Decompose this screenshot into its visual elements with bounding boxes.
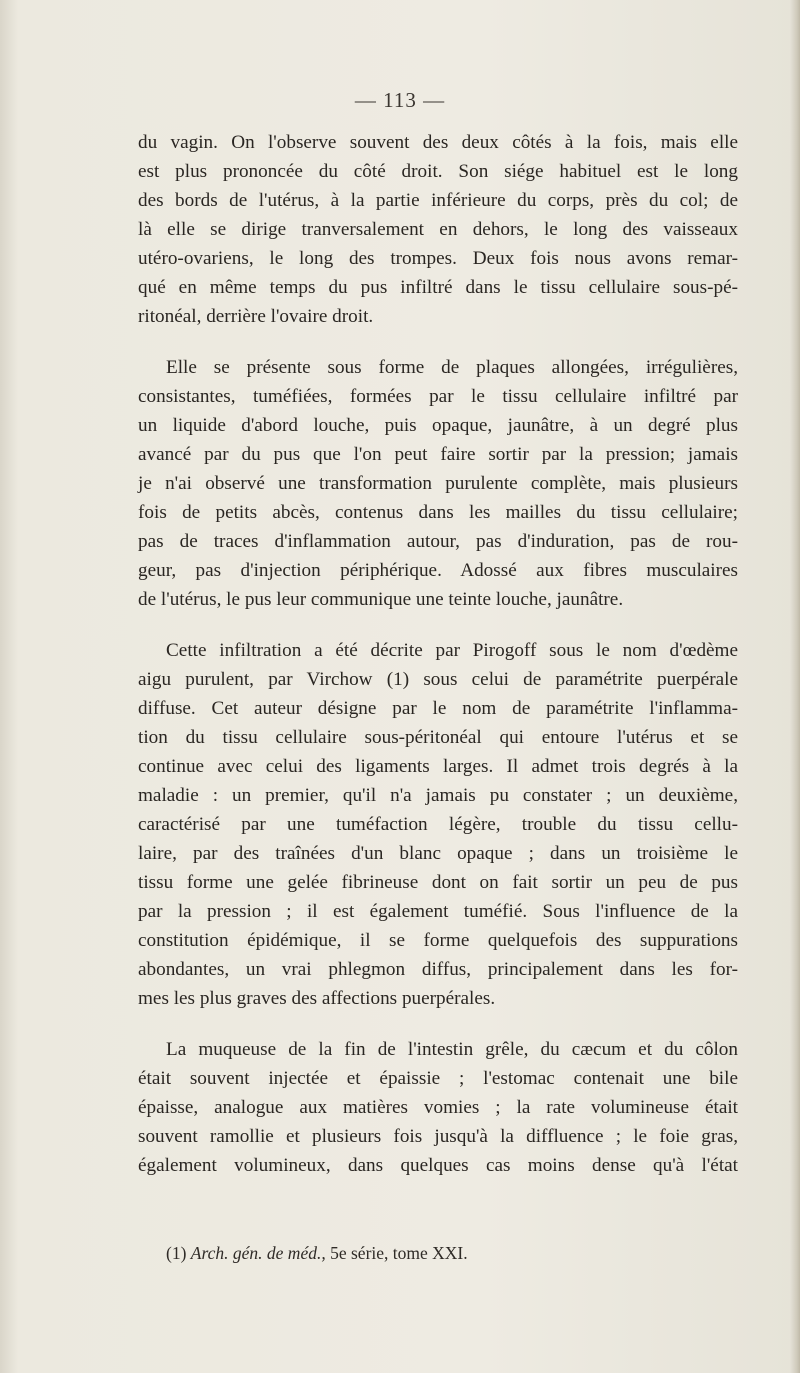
text-line: était souvent injectée et épaissie ; l'estomac contenait une bile (138, 1068, 738, 1089)
page-edge (790, 0, 800, 1373)
text-line: est plus prononcée du côté droit. Son siége habituel est le long (138, 161, 738, 182)
text-line: je n'ai observé une transformation purulente complète, mais plusieurs (138, 473, 738, 494)
paragraph-1 (138, 128, 738, 331)
text-line: également volumineux, dans quelques cas moins dense qu'à l'état (138, 1155, 738, 1176)
text-line: épaisse, analogue aux matières vomies ; la rate volumineuse était (138, 1097, 738, 1118)
text-line: utéro-ovariens, le long des trompes. Deux fois nous avons remar- (138, 248, 738, 269)
text-line: par la pression ; il est également tuméfié. Sous l'influence de la (138, 901, 738, 922)
text-line: abondantes, un vrai phlegmon diffus, principalement dans les for- (138, 959, 738, 980)
text-line: qué en même temps du pus infiltré dans le tissu cellulaire sous-pé- (138, 277, 738, 298)
text-line: aigu purulent, par Virchow (1) sous celui de paramétrite puerpérale (138, 669, 738, 690)
text-line: mes les plus graves des affections puerpérales. (138, 988, 496, 1009)
footnote-number: (1) (166, 1243, 187, 1263)
paragraph-4 (138, 1035, 738, 1180)
text-line: avancé par du pus que l'on peut faire sortir par la pression; jamais (138, 444, 738, 465)
text-line: un liquide d'abord louche, puis opaque, jaunâtre, à un degré plus (138, 415, 738, 436)
text-line: diffuse. Cet auteur désigne par le nom de paramétrite l'inflamma- (138, 698, 738, 719)
text-line: tion du tissu cellulaire sous-péritonéal qui entoure l'utérus et se (138, 727, 738, 748)
text-line: là elle se dirige tranversalement en dehors, le long des vaisseaux (138, 219, 738, 240)
text-line: du vagin. On l'observe souvent des deux côtés à la fois, mais elle (138, 132, 738, 153)
paragraph-2 (138, 353, 738, 614)
footnote (166, 1243, 686, 1264)
text-line: caractérisé par une tuméfaction légère, trouble du tissu cellu- (138, 814, 738, 835)
text-line: fois de petits abcès, contenus dans les mailles du tissu cellulaire; (138, 502, 738, 523)
text-line: souvent ramollie et plusieurs fois jusqu'à la diffluence ; le foie gras, (138, 1126, 738, 1147)
footnote-detail: 5e série, tome XXI. (330, 1243, 468, 1263)
text-line: continue avec celui des ligaments larges. Il admet trois degrés à la (138, 756, 738, 777)
text-line: constitution épidémique, il se forme quelquefois des suppurations (138, 930, 738, 951)
text-line: Cette infiltration a été décrite par Pirogoff sous le nom d'œdème (166, 640, 738, 661)
text-line: Elle se présente sous forme de plaques allongées, irrégulières, (166, 357, 738, 378)
footnote-source: Arch. gén. de méd., (190, 1243, 326, 1263)
text-line: La muqueuse de la fin de l'intestin grêle, du cæcum et du côlon (166, 1039, 738, 1060)
paragraph-3 (138, 636, 738, 1013)
text-line: pas de traces d'inflammation autour, pas d'induration, pas de rou- (138, 531, 738, 552)
page-number: — 113 — (354, 88, 446, 112)
body-text (138, 128, 738, 1202)
text-line: laire, par des traînées d'un blanc opaque ; dans un troisième le (138, 843, 738, 864)
text-line: maladie : un premier, qu'il n'a jamais pu constater ; un deuxième, (138, 785, 738, 806)
text-line: tissu forme une gelée fibrineuse dont on fait sortir un peu de pus (138, 872, 738, 893)
text-line: ritonéal, derrière l'ovaire droit. (138, 306, 374, 327)
text-line: des bords de l'utérus, à la partie inférieure du corps, près du col; de (138, 190, 738, 211)
text-line: de l'utérus, le pus leur communique une teinte louche, jaunâtre. (138, 589, 624, 610)
text-line: geur, pas d'injection périphérique. Adossé aux fibres musculaires (138, 560, 738, 581)
text-line: consistantes, tuméfiées, formées par le tissu cellulaire infiltré par (138, 386, 738, 407)
